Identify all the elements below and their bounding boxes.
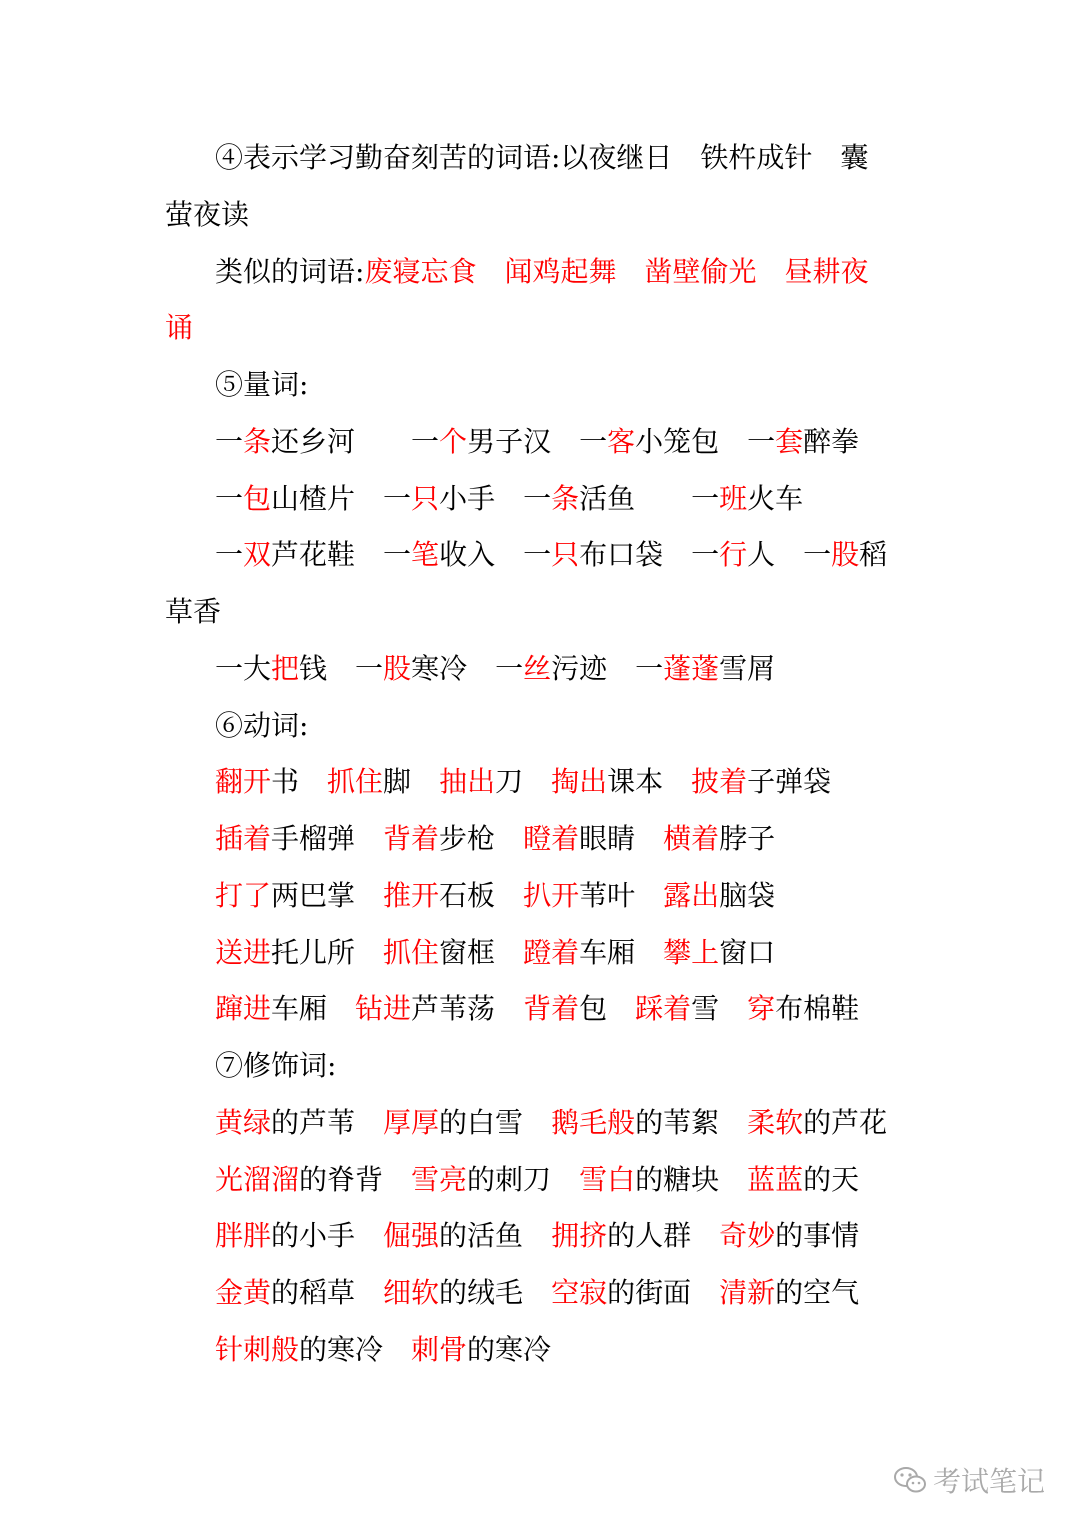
text-segment: 的寒冷 [299,1332,412,1366]
highlighted-word: 班 [719,481,748,515]
text-line [215,252,975,292]
text-segment: 苇叶 [579,878,664,912]
highlighted-word: 掏出 [551,765,608,799]
text-line [215,819,975,859]
watermark [893,1460,1063,1500]
highlighted-word: 行 [719,538,748,572]
text-segment: 寒冷 一 [411,651,524,685]
highlighted-word: 扒开 [523,878,580,912]
highlighted-word: 细软 [383,1276,440,1309]
highlighted-word: 柔软 [747,1105,804,1139]
highlighted-word: 翻开 [215,765,272,799]
text-segment: 车厢 [579,935,664,969]
text-segment: 的空气 [775,1276,860,1309]
highlighted-word: 废寝忘食 闻鸡起舞 凿壁偷光 昼耕夜 [364,254,869,288]
text-segment: 的芦花 [803,1105,888,1139]
highlighted-word: 厚厚 [383,1105,440,1139]
text-line [215,1330,975,1370]
text-line [215,649,975,689]
text-segment: ⑤量词: [215,368,309,401]
text-segment: 男子汉 一 [467,424,608,458]
text-segment: 课本 [607,765,692,799]
text-segment: 子弹袋 [747,765,832,799]
text-segment: 收入 一 [439,538,552,572]
text-segment: 石板 [439,878,524,912]
text-segment: 活鱼 一 [579,481,720,515]
text-segment: 的刺刀 [467,1162,580,1196]
highlighted-word: 露出 [663,878,720,912]
text-segment: 的事情 [775,1219,860,1253]
text-segment: 的天 [803,1162,860,1196]
text-line [215,1273,975,1313]
highlighted-word: 股 [831,538,860,572]
text-segment: 类似的词语: [215,254,365,288]
text-segment: 脖子 [719,822,776,855]
highlighted-word: 丝 [523,651,552,685]
text-segment: 的人群 [607,1219,720,1253]
text-segment: 的白雪 [439,1105,552,1139]
text-line [215,762,975,802]
text-line [215,1216,975,1256]
text-segment: 脑袋 [719,878,776,912]
text-segment: 山楂片 一 [271,481,412,515]
text-segment: 火车 [747,481,804,515]
highlighted-word: 抓住 [383,935,440,969]
highlighted-word: 只 [411,481,440,515]
highlighted-word: 刺骨 [411,1332,468,1366]
highlighted-word: 背着 [383,822,440,855]
text-line [215,422,975,462]
highlighted-word: 雪白 [579,1162,636,1196]
text-segment: 的寒冷 [467,1332,552,1366]
text-segment: 污迹 一 [551,651,664,685]
text-line [215,989,975,1029]
text-segment: 两巴掌 [271,878,384,912]
text-segment: 窗框 [439,935,524,969]
highlighted-word: 客 [607,424,636,458]
text-segment: 的绒毛 [439,1276,552,1309]
text-segment: 步枪 [439,822,524,855]
text-line [215,1046,975,1086]
text-segment: 芦花鞋 一 [271,538,412,572]
highlighted-word: 插着 [215,822,272,855]
text-segment: 脚 [383,765,440,799]
text-line [215,933,975,973]
highlighted-word: 针刺般 [215,1332,300,1366]
text-segment: 的稻草 [271,1276,384,1309]
highlighted-word: 踩着 [635,992,692,1026]
text-segment: 小手 一 [439,481,552,515]
text-segment: 一 [215,424,244,458]
highlighted-word: 胖胖 [215,1219,272,1253]
text-line [215,138,975,178]
text-segment: 布棉鞋 [775,992,860,1026]
highlighted-word: 蹬着 [523,935,580,969]
highlighted-word: 清新 [719,1276,776,1309]
highlighted-word: 条 [551,481,580,515]
highlighted-word: 光溜溜 [215,1162,300,1196]
text-segment: 人 一 [747,538,832,572]
highlighted-word: 瞪着 [523,822,580,855]
highlighted-word: 鹅毛般 [551,1105,636,1139]
highlighted-word: 空寂 [551,1276,608,1309]
text-line [215,706,975,746]
watermark-text: 考试笔记 [933,1465,1046,1498]
text-segment: 雪屑 [719,651,776,685]
text-segment: ④表示学习勤奋刻苦的词语:以夜继日 铁杵成针 囊 [215,141,869,174]
text-line [165,308,925,348]
text-segment: 醉拳 [803,424,860,458]
text-line [165,195,925,235]
text-segment: 一 [215,481,244,515]
highlighted-word: 推开 [383,878,440,912]
highlighted-word: 横着 [663,822,720,855]
text-segment: 书 [271,765,328,799]
text-segment: 雪 [691,992,748,1026]
text-segment: 的小手 [271,1219,384,1253]
highlighted-word: 钻进 [355,992,412,1026]
text-line [165,592,925,632]
highlighted-word: 套 [775,424,804,458]
text-segment: 窗口 [719,935,776,969]
highlighted-word: 把 [271,651,300,685]
text-segment: 刀 [495,765,552,799]
text-line [215,1103,975,1143]
text-segment: ⑥动词: [215,708,309,742]
text-segment: 还乡河 一 [271,424,440,458]
highlighted-word: 股 [383,651,412,685]
text-segment: 芦苇荡 [411,992,524,1026]
text-segment: 一 [215,538,244,572]
highlighted-word: 双 [243,538,272,572]
wechat-icon [893,1465,927,1495]
text-segment: 草香 [165,595,222,628]
text-line [215,365,975,405]
highlighted-word: 抽出 [439,765,496,799]
highlighted-word: 拥挤 [551,1219,608,1253]
text-line [215,876,975,916]
text-segment: 萤夜读 [165,197,250,231]
highlighted-word: 包 [243,481,272,515]
highlighted-word: 抓住 [327,765,384,799]
text-segment: 包 [579,992,636,1026]
text-line [215,479,975,519]
text-segment: 布口袋 一 [579,538,720,572]
highlighted-word: 诵 [165,311,194,345]
text-segment: 的芦苇 [271,1105,384,1139]
text-segment: ⑦修饰词: [215,1049,337,1082]
text-segment: 手榴弹 [271,822,384,855]
highlighted-word: 蓬蓬 [663,651,720,685]
text-segment: 的脊背 [299,1162,412,1196]
text-segment: 小笼包 一 [635,424,776,458]
highlighted-word: 蓝蓝 [747,1162,804,1196]
text-segment: 车厢 [271,992,356,1026]
text-segment: 的活鱼 [439,1219,552,1253]
highlighted-word: 攀上 [663,935,720,969]
highlighted-word: 倔强 [383,1219,440,1253]
text-segment: 钱 一 [299,651,384,685]
highlighted-word: 笔 [411,538,440,572]
text-line [215,535,975,575]
highlighted-word: 只 [551,538,580,572]
highlighted-word: 个 [439,424,468,458]
highlighted-word: 黄绿 [215,1105,272,1139]
highlighted-word: 送进 [215,935,272,969]
text-segment: 托儿所 [271,935,384,969]
text-line [215,1160,975,1200]
highlighted-word: 金黄 [215,1276,272,1309]
highlighted-word: 穿 [747,992,776,1026]
text-segment: 的苇絮 [635,1105,748,1139]
highlighted-word: 背着 [523,992,580,1026]
highlighted-word: 打了 [215,878,272,912]
highlighted-word: 奇妙 [719,1219,776,1253]
highlighted-word: 雪亮 [411,1162,468,1196]
text-segment: 的糖块 [635,1162,748,1196]
text-segment: 一大 [215,651,272,685]
text-segment: 稻 [859,538,888,572]
text-segment: 的街面 [607,1276,720,1309]
highlighted-word: 蹿进 [215,992,272,1026]
highlighted-word: 披着 [691,765,748,799]
highlighted-word: 条 [243,424,272,458]
text-segment: 眼睛 [579,822,664,855]
